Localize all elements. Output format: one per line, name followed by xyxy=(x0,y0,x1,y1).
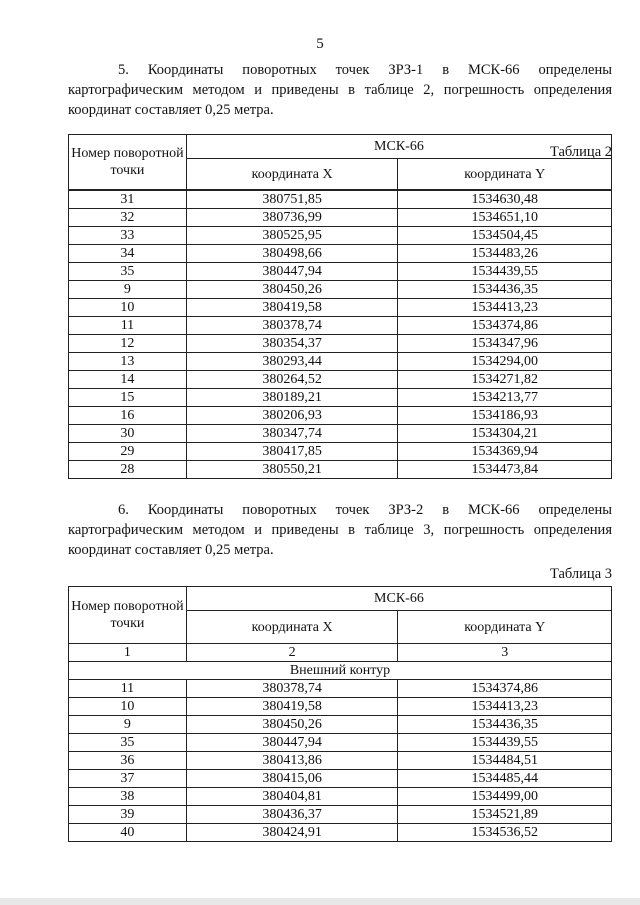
header-point-number: Номер поворотной точки xyxy=(69,587,187,644)
table-row xyxy=(69,263,612,281)
coordinate-y-cell: 1534439,55 xyxy=(398,734,612,752)
header-coordinate-system: МСК-66 xyxy=(186,587,611,611)
coordinate-y-cell: 1534504,45 xyxy=(398,227,612,245)
coordinate-x-cell: 380206,93 xyxy=(186,407,398,425)
point-number-cell: 34 xyxy=(69,245,187,263)
coordinate-y-cell: 1534630,48 xyxy=(398,190,612,209)
coordinate-x-cell: 380347,74 xyxy=(186,425,398,443)
coordinate-y-cell: 1534473,84 xyxy=(398,461,612,479)
table-row xyxy=(69,245,612,263)
table-row xyxy=(69,281,612,299)
table-3-caption: Таблица 3 xyxy=(549,566,612,582)
header-point-number: Номер поворотной точки xyxy=(69,135,187,191)
coordinate-y-cell: 1534374,86 xyxy=(398,317,612,335)
header-x: координата X xyxy=(186,159,398,190)
table-row xyxy=(69,461,612,479)
coordinate-x-cell: 380378,74 xyxy=(186,317,398,335)
column-numbers-row xyxy=(69,644,612,662)
coordinate-x-cell: 380550,21 xyxy=(186,461,398,479)
table-row xyxy=(69,716,612,734)
table-row xyxy=(69,770,612,788)
coordinate-y-cell: 1534369,94 xyxy=(398,443,612,461)
point-number-cell: 38 xyxy=(69,788,187,806)
header-y: координата Y xyxy=(398,159,612,190)
section-5-text: 5. Координаты поворотных точек ЗРЗ-1 в МСК-66 определены картографическим методом и приведены в таблице 2, погрешность определения координат составляет 0,25 метра. xyxy=(68,62,612,118)
table-row xyxy=(69,389,612,407)
point-number-cell: 32 xyxy=(69,209,187,227)
coordinate-y-cell: 1534294,00 xyxy=(398,353,612,371)
point-number-cell: 28 xyxy=(69,461,187,479)
column-number-1: 1 xyxy=(69,644,187,662)
table-row xyxy=(69,425,612,443)
point-number-cell: 9 xyxy=(69,281,187,299)
coordinate-x-cell: 380424,91 xyxy=(186,824,398,842)
coordinate-x-cell: 380436,37 xyxy=(186,806,398,824)
point-number-cell: 15 xyxy=(69,389,187,407)
point-number-cell: 14 xyxy=(69,371,187,389)
header-y: координата Y xyxy=(398,611,612,644)
header-coordinate-system: МСК-66 xyxy=(186,135,611,159)
coordinate-x-cell: 380419,58 xyxy=(186,698,398,716)
table-row xyxy=(69,190,612,209)
table-row xyxy=(69,227,612,245)
coordinate-x-cell: 380415,06 xyxy=(186,770,398,788)
section-5-paragraph xyxy=(68,60,612,120)
coordinate-y-cell: 1534499,00 xyxy=(398,788,612,806)
point-number-cell: 39 xyxy=(69,806,187,824)
table-row xyxy=(69,443,612,461)
coordinate-x-cell: 380417,85 xyxy=(186,443,398,461)
table-row xyxy=(69,788,612,806)
coordinate-x-cell: 380450,26 xyxy=(186,716,398,734)
point-number-cell: 35 xyxy=(69,734,187,752)
point-number-cell: 13 xyxy=(69,353,187,371)
coordinate-y-cell: 1534536,52 xyxy=(398,824,612,842)
table-row xyxy=(69,353,612,371)
table-row xyxy=(69,734,612,752)
coordinate-y-cell: 1534485,44 xyxy=(398,770,612,788)
coordinate-y-cell: 1534304,21 xyxy=(398,425,612,443)
coordinate-y-cell: 1534484,51 xyxy=(398,752,612,770)
table-row xyxy=(69,698,612,716)
scan-edge xyxy=(0,898,640,905)
table-row xyxy=(69,317,612,335)
point-number-cell: 11 xyxy=(69,680,187,698)
coordinate-y-cell: 1534374,86 xyxy=(398,680,612,698)
coordinate-x-cell: 380378,74 xyxy=(186,680,398,698)
table-row xyxy=(69,407,612,425)
coordinate-y-cell: 1534271,82 xyxy=(398,371,612,389)
point-number-cell: 36 xyxy=(69,752,187,770)
coordinate-y-cell: 1534347,96 xyxy=(398,335,612,353)
coordinate-y-cell: 1534651,10 xyxy=(398,209,612,227)
coordinate-y-cell: 1534186,93 xyxy=(398,407,612,425)
coordinate-x-cell: 380293,44 xyxy=(186,353,398,371)
coordinate-y-cell: 1534413,23 xyxy=(398,299,612,317)
table-2-caption: Таблица 2 xyxy=(549,144,612,160)
section-6-text: 6. Координаты поворотных точек ЗРЗ-2 в МСК-66 определены картографическим методом и приведены в таблице 3, погрешность определения координат составляет 0,25 метра. xyxy=(68,502,612,558)
section-label-row xyxy=(69,662,612,680)
coordinate-y-cell: 1534413,23 xyxy=(398,698,612,716)
column-number-2: 2 xyxy=(186,644,398,662)
coordinate-x-cell: 380404,81 xyxy=(186,788,398,806)
coordinate-x-cell: 380413,86 xyxy=(186,752,398,770)
table-row xyxy=(69,209,612,227)
coordinate-y-cell: 1534213,77 xyxy=(398,389,612,407)
point-number-cell: 35 xyxy=(69,263,187,281)
table-row xyxy=(69,806,612,824)
coordinate-x-cell: 380354,37 xyxy=(186,335,398,353)
coordinate-y-cell: 1534521,89 xyxy=(398,806,612,824)
section-label: Внешний контур xyxy=(69,662,612,680)
coordinate-x-cell: 380525,95 xyxy=(186,227,398,245)
coordinate-x-cell: 380189,21 xyxy=(186,389,398,407)
coordinate-x-cell: 380447,94 xyxy=(186,263,398,281)
point-number-cell: 12 xyxy=(69,335,187,353)
coordinate-y-cell: 1534483,26 xyxy=(398,245,612,263)
coordinate-y-cell: 1534436,35 xyxy=(398,716,612,734)
coordinate-x-cell: 380419,58 xyxy=(186,299,398,317)
table-row xyxy=(69,752,612,770)
coordinate-x-cell: 380751,85 xyxy=(186,190,398,209)
coordinate-y-cell: 1534439,55 xyxy=(398,263,612,281)
coordinate-x-cell: 380447,94 xyxy=(186,734,398,752)
point-number-cell: 31 xyxy=(69,190,187,209)
header-x: координата X xyxy=(186,611,398,644)
table-row xyxy=(69,335,612,353)
coordinate-x-cell: 380450,26 xyxy=(186,281,398,299)
point-number-cell: 10 xyxy=(69,299,187,317)
column-number-3: 3 xyxy=(398,644,612,662)
point-number-cell: 16 xyxy=(69,407,187,425)
coordinate-x-cell: 380498,66 xyxy=(186,245,398,263)
point-number-cell: 29 xyxy=(69,443,187,461)
point-number-cell: 11 xyxy=(69,317,187,335)
point-number-cell: 10 xyxy=(69,698,187,716)
section-6-paragraph xyxy=(68,500,612,560)
table-row xyxy=(69,824,612,842)
coordinate-x-cell: 380736,99 xyxy=(186,209,398,227)
table-row xyxy=(69,299,612,317)
point-number-cell: 30 xyxy=(69,425,187,443)
point-number-cell: 33 xyxy=(69,227,187,245)
coordinate-y-cell: 1534436,35 xyxy=(398,281,612,299)
page-number: 5 xyxy=(316,36,324,52)
point-number-cell: 37 xyxy=(69,770,187,788)
point-number-cell: 9 xyxy=(69,716,187,734)
table-3 xyxy=(68,586,612,842)
table-2 xyxy=(68,134,612,479)
point-number-cell: 40 xyxy=(69,824,187,842)
table-row xyxy=(69,371,612,389)
table-row xyxy=(69,680,612,698)
coordinate-x-cell: 380264,52 xyxy=(186,371,398,389)
